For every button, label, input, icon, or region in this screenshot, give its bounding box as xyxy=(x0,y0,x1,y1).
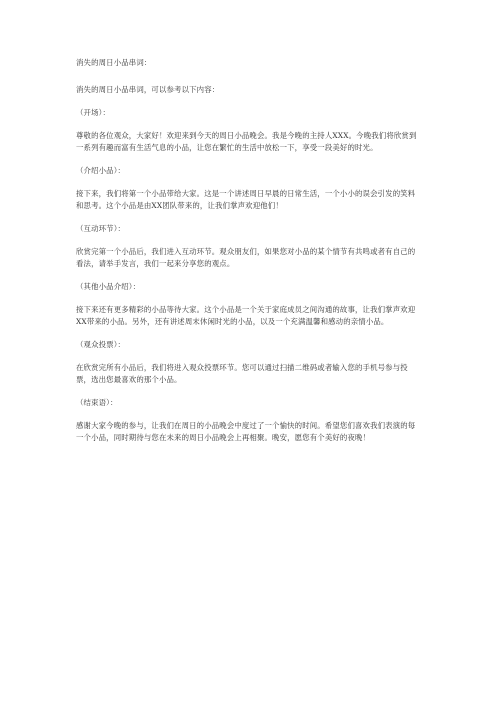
section-body-introduce-skit: 接下来，我们将第一个小品带给大家。这是一个讲述周日早晨的日常生活，一个小小的误会引发的笑料和思考。这个小品是由XX团队带来的，让我们掌声欢迎他们！ xyxy=(76,189,416,210)
section-body-audience-vote: 在欣赏完所有小品后，我们将进入观众投票环节。您可以通过扫描二维码或者输入您的手机号参与投票，选出您最喜欢的那个小品。 xyxy=(76,363,408,384)
section-body-other-skits: 接下来还有更多精彩的小品等待大家。这个小品是一个关于家庭成员之间沟通的故事，让我们掌声欢迎XX带来的小品。另外，还有讲述周末休闲时光的小品，以及一个充满温馨和感动的亲情小品。 xyxy=(76,305,416,326)
section-body-closing: 感谢大家今晚的参与，让我们在周日的小品晚会中度过了一个愉快的时间。希望您们喜欢我们表演的每一个小品，同时期待与您在未来的周日小品晚会上再相聚。晚安，愿您有个美好的夜晚！ xyxy=(76,421,416,442)
section-heading-introduce-skit: （介绍小品）： xyxy=(76,166,126,175)
section-body-interaction: 欣赏完第一个小品后，我们进入互动环节。观众朋友们，如果您对小品的某个情节有共鸣或者有自己的看法，请举手发言，我们一起来分享您的观点。 xyxy=(76,247,416,268)
section-heading-closing: （结束语）： xyxy=(76,398,118,407)
document-intro: 消失的周日小品串词，可以参考以下内容： xyxy=(76,85,220,94)
section-heading-other-skits: （其他小品介绍）： xyxy=(76,282,141,291)
section-heading-interaction: （互动环节）： xyxy=(76,224,126,233)
document-page xyxy=(76,57,422,455)
section-body-opening: 尊敬的各位观众，大家好！欢迎来到今天的周日小品晚会。我是今晚的主持人XXX。今晚我们将欣赏到一系列有趣而富有生活气息的小品，让您在繁忙的生活中放松一下，享受一段美好的时光。 xyxy=(76,131,417,152)
section-heading-audience-vote: （观众投票）： xyxy=(76,340,126,349)
section-heading-opening: （开场）： xyxy=(76,108,111,117)
document-title: 消失的周日小品串词： xyxy=(76,58,152,67)
